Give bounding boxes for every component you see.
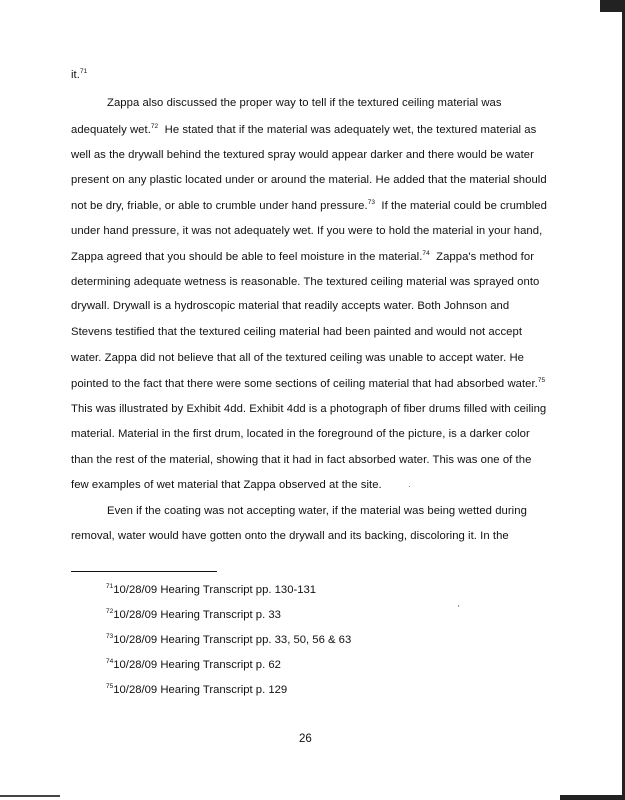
body-line: it.$^{71}$ <box>71 68 88 81</box>
scan-edge-top-right <box>600 0 625 12</box>
scan-edge-bottom-right <box>560 795 625 800</box>
footnote-ref: 74 <box>422 250 430 257</box>
footnote: $^{74}$10/28/09 Hearing Transcript p. 62 <box>106 658 281 671</box>
body-line: Zappa also discussed the proper way to tell if the textured ceiling material was <box>107 97 502 109</box>
body-line: well as the drywall behind the textured spray would appear darker and there would be water <box>71 149 534 161</box>
body-line: drywall. Drywall is a hydroscopic material that readily accepts water. Both Johnson and <box>71 300 510 312</box>
body-line: not be dry, friable, or able to crumble under hand pressure.$^{73}$ If the material could be crumbled <box>71 199 547 212</box>
body-line: removal, water would have gotten onto the drywall and its backing, discoloring it. In the <box>71 530 509 542</box>
footnote-ref: 75 <box>537 377 546 384</box>
body-line: This was illustrated by Exhibit 4dd. Exhibit 4dd is a photograph of fiber drums filled with ceiling <box>71 403 547 415</box>
footnote-divider <box>71 571 217 572</box>
body-line: Zappa agreed that you should be able to feel moisture in the material.$^{74}$ Zappa's method for <box>71 250 535 263</box>
footnote-ref: 72 <box>150 123 159 130</box>
body-line: material. Material in the first drum, located in the foreground of the picture, is a darker color <box>71 428 530 440</box>
body-line: Even if the coating was not accepting water, if the material was being wetted during <box>107 505 527 517</box>
body-line: present on any plastic located under or around the material. He added that the material should <box>71 174 547 186</box>
footnote: $^{71}$10/28/09 Hearing Transcript pp. 130-131 <box>106 583 317 596</box>
footnote: $^{75}$10/28/09 Hearing Transcript p. 129 <box>106 683 288 696</box>
body-line: Stevens testified that the textured ceiling material had been painted and would not accept <box>71 326 523 338</box>
body-line: pointed to the fact that there were some sections of ceiling material that had absorbed water.$^{75}$ <box>71 377 546 390</box>
scan-speck: ' <box>458 604 460 613</box>
body-line: adequately wet.$^{72}$ He stated that if the material was adequately wet, the textured material as <box>71 123 537 136</box>
footnote-ref: 71 <box>79 68 88 75</box>
body-line: water. Zappa did not believe that all of the textured ceiling was unable to accept water. He <box>71 352 524 364</box>
body-line: than the rest of the material, showing that it had in fact absorbed water. This was one of the <box>71 454 532 466</box>
body-line: few examples of wet material that Zappa observed at the site. <box>71 479 382 491</box>
body-line: determining adequate wetness is reasonable. The textured ceiling material was sprayed onto <box>71 276 540 288</box>
page-number: 26 <box>299 733 312 745</box>
footnote-ref: 73 <box>367 199 376 206</box>
scan-edge-bottom-left <box>0 795 60 797</box>
footnote: $^{72}$10/28/09 Hearing Transcript p. 33 <box>106 608 281 621</box>
footnote: $^{73}$10/28/09 Hearing Transcript pp. 33, 50, 56 & 63 <box>106 633 352 646</box>
scan-speck: · <box>408 482 411 491</box>
body-line: under hand pressure, it was not adequately wet. If you were to hold the material in your hand, <box>71 225 543 237</box>
